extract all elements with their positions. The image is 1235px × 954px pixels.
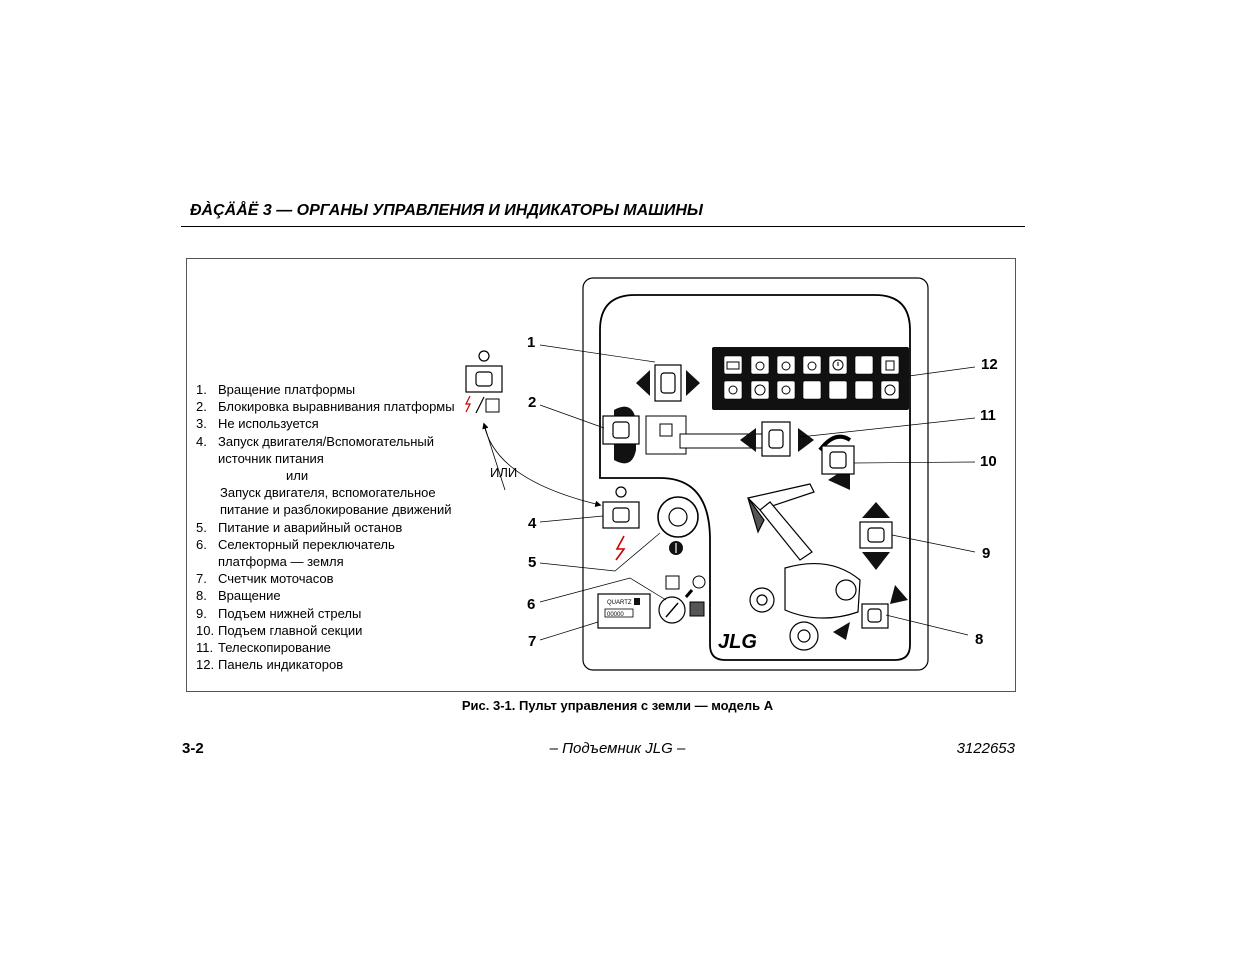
legend-or: или bbox=[286, 468, 309, 484]
hourmeter-brand: QUARTZ bbox=[607, 600, 632, 606]
legend-item-continuation: источник питания bbox=[218, 450, 324, 466]
callout-number: 2 bbox=[528, 394, 537, 411]
figure-caption: Рис. 3-1. Пульт управления с земли — модель A bbox=[461, 698, 774, 713]
or-label: ИЛИ bbox=[490, 465, 518, 480]
legend-item-continuation: платформа — земля bbox=[218, 554, 344, 570]
hourmeter-digits: 00000 bbox=[607, 612, 624, 618]
indicator-panel bbox=[712, 347, 909, 410]
legend-item: 9. Подъем нижней стрелы bbox=[196, 605, 362, 621]
callout-number: 12 bbox=[981, 356, 998, 373]
footer-page-number: 3-2 bbox=[182, 740, 204, 757]
legend-item: 12. Панель индикаторов bbox=[196, 657, 344, 673]
footer-center-title: – Подъемник JLG – bbox=[549, 740, 686, 757]
callout-number: 8 bbox=[975, 631, 984, 648]
legend-item: 1. Вращение платформы bbox=[196, 382, 356, 397]
hour-meter bbox=[598, 594, 650, 628]
callout-number: 5 bbox=[528, 554, 537, 571]
footer-doc-number: 3122653 bbox=[956, 740, 1015, 757]
jlg-logo: JLG bbox=[718, 631, 757, 653]
callout-number: 7 bbox=[528, 633, 537, 650]
legend-item: 6. Селекторный переключатель bbox=[196, 536, 395, 552]
callout-number: 11 bbox=[980, 407, 996, 424]
key-switch-icon-upper bbox=[466, 351, 502, 413]
legend-item: 4. Запуск двигателя/Вспомогательный bbox=[196, 433, 435, 449]
legend-item: 5. Питание и аварийный останов bbox=[196, 519, 403, 535]
legend-item-alternative: Запуск двигателя, вспомогательное bbox=[220, 485, 436, 501]
legend-item: 7. Счетчик моточасов bbox=[196, 571, 334, 587]
legend-item: 11. Телескопирование bbox=[196, 640, 331, 656]
callout-number: 6 bbox=[527, 596, 536, 613]
legend-item-alternative: питание и разблокирование движений bbox=[220, 502, 452, 518]
callout-number: 9 bbox=[982, 545, 991, 562]
legend-item: 3. Не используется bbox=[196, 416, 319, 432]
callout-number: 1 bbox=[527, 334, 536, 351]
legend-item: 2. Блокировка выравнивания платформы bbox=[196, 399, 455, 415]
legend-item: 10. Подъем главной секции bbox=[196, 622, 363, 638]
callout-number: 4 bbox=[528, 515, 537, 532]
page-header-title: ÐÀÇÄÅË 3 — ОРГАНЫ УПРАВЛЕНИЯ И ИНДИКАТОРЫ МАШИНЫ bbox=[190, 202, 703, 219]
callout-number: 10 bbox=[980, 453, 997, 470]
legend-item: 8. Вращение bbox=[196, 588, 281, 604]
